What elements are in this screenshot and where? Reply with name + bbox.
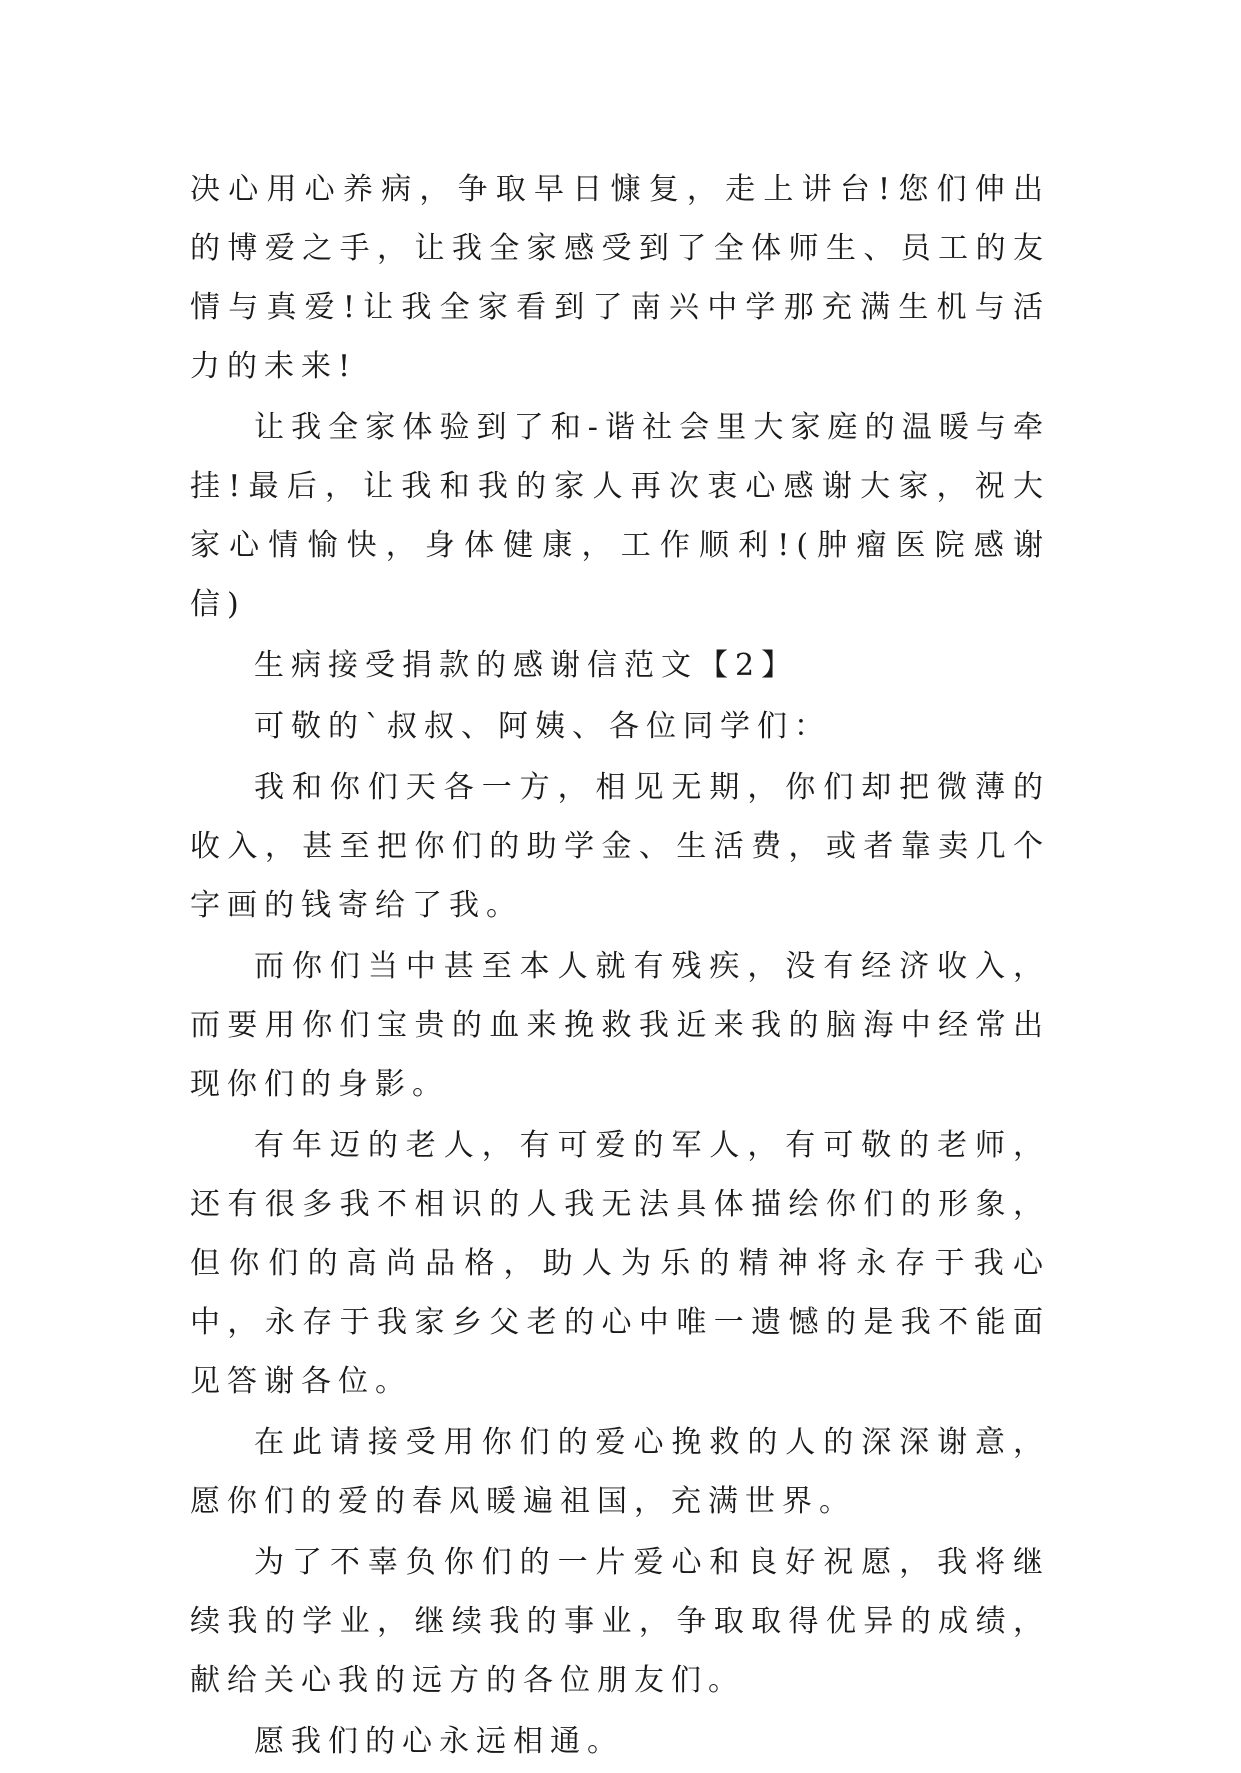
- paragraph-body-5: 为了不辜负你们的一片爱心和良好祝愿，我将继续我的学业，继续我的事业，争取取得优异的成绩，献给关心我的远方的各位朋友们。: [190, 1545, 1050, 1698]
- salutation: 可敬的`叔叔、阿姨、各位同学们：: [254, 709, 831, 744]
- document-page: [190, 160, 1050, 1773]
- paragraph-body-4: 在此请接受用你们的爱心挽救的人的深深谢意，愿你们的爱的春风暖遍祖国，充满世界。: [190, 1425, 1050, 1519]
- paragraph-closing: 愿我们的心永远相通。: [254, 1724, 624, 1759]
- paragraph-continuation: 决心用心养病，争取早日慷复，走上讲台!您们伸出的博爱之手，让我全家感受到了全体师生、员工的友情与真爱!让我全家看到了南兴中学那充满生机与活力的未来!: [190, 172, 1050, 384]
- section-title: 生病接受捐款的感谢信范文【2】: [254, 648, 799, 683]
- paragraph-body-1: 我和你们天各一方，相见无期，你们却把微薄的收入，甚至把你们的助学金、生活费，或者靠卖几个字画的钱寄给了我。: [190, 770, 1050, 923]
- paragraph-body-3: 有年迈的老人，有可爱的军人，有可敬的老师，还有很多我不相识的人我无法具体描绘你们的形象，但你们的高尚品格，助人为乐的精神将永存于我心中，永存于我家乡父老的心中唯一遗憾的是我不能面见答谢各位。: [190, 1128, 1050, 1399]
- paragraph-closing-thanks: 让我全家体验到了和-谐社会里大家庭的温暖与牵挂!最后，让我和我的家人再次衷心感谢大家，祝大家心情愉快，身体健康，工作顺利!(肿瘤医院感谢信): [190, 410, 1050, 622]
- paragraph-body-2: 而你们当中甚至本人就有残疾，没有经济收入，而要用你们宝贵的血来挽救我近来我的脑海中经常出现你们的身影。: [190, 949, 1050, 1102]
